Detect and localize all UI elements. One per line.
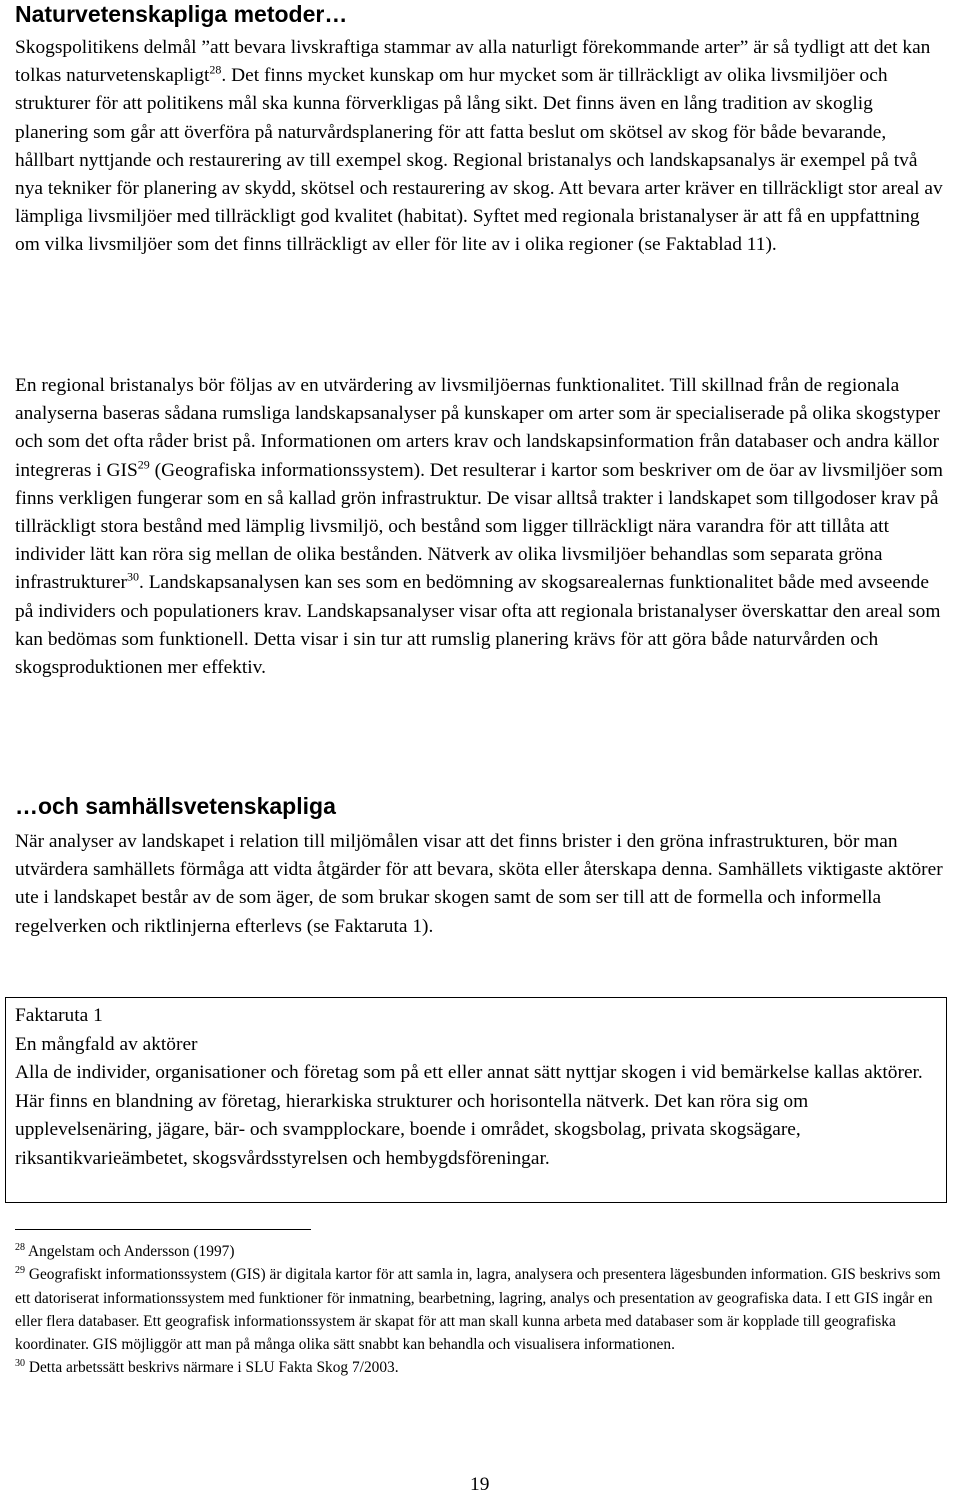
paragraph-text: . Landskapsanalysen kan ses som en bedömning av skogsarealernas funktionalitet både med avseende på individers och populationers krav. Landskapsanalyser visar ofta att regionala bristanalyser överskattar den areal som kan bedömas som funktionell. Detta visar i sin tur att rumslig planering krävs för att göra både naturvården och skogsproduktionen mer effektiv. — [15, 572, 941, 679]
footnote-ref-29[interactable]: 29 — [137, 457, 150, 472]
footnote-number: 29 — [15, 1265, 25, 1277]
footnote-29 — [15, 1263, 945, 1356]
footnote-text: Geografiskt informationssystem (GIS) är digitala kartor för att samla in, lagra, analysera och presentera lägesbunden information. GIS beskrivs som ett datoriserat informationssystem med funktioner för inmatning, bearbetning, lagring, analys och presentation av geografiska data. I ett GIS ingår en eller flera databaser. Ett geografisk informationssystem är skapat för att man skall kunna arbeta med databaser som är kopplade till geografiska koordinater. GIS möjliggör att man på många olika sätt snabbt kan behandla och visualisera informationen. — [15, 1266, 941, 1354]
page-number: 19 — [470, 1474, 490, 1495]
footnote-divider — [15, 1229, 311, 1230]
paragraph-text: Skogspolitikens delmål ”att bevara livskraftiga stammar av alla naturligt förekommande arter” är så tydligt att det kan tolkas naturvetenskapligt — [15, 37, 931, 87]
footnote-28 — [15, 1240, 945, 1263]
paragraph-2 — [15, 372, 945, 682]
paragraph-text: (Geografiska informationssystem). Det resulterar i kartor som beskriver om de öar av livsmiljöer som finns verkligen fungerar som en så kallad grön infrastruktur. De visar alltså trakter i landskapet som tillgodoser krav på tillräckligt stora bestånd med lämplig livsmiljö, och bestånd som ligger tillräckligt nära varandra för att tillåta att individer lätt kan röra sig mellan de olika bestånden. Nätverk av olika livsmiljöer behandlas som separata gröna infrastrukturer — [15, 459, 943, 594]
fact-box-label: Faktaruta 1 — [15, 1005, 103, 1026]
footnote-ref-28[interactable]: 28 — [209, 62, 222, 77]
paragraph-text: En regional bristanalys bör följas av en utvärdering av livsmiljöernas funktionalitet. Till skillnad från de regionala analyserna baseras sådana rumsliga landskapsanalyser på kunskaper om arter som är specialiserade på olika skogstyper och som det ofta råder brist på. Informationen om arters krav och landskapsinformation från databaser och andra källor integreras i GIS — [15, 375, 941, 481]
fact-box — [5, 997, 947, 1203]
footnote-text: Detta arbetssätt beskrivs närmare i SLU Fakta Skog 7/2003. — [25, 1359, 399, 1377]
fact-box-title: En mångfald av aktörer — [15, 1033, 198, 1055]
paragraph-3: När analyser av landskapet i relation till miljömålen visar att det finns brister i den gröna infrastrukturen, bör man utvärdera samhällets förmåga att vidta åtgärder för att bevara, sköta eller återskapa denna. Samhällets viktigaste aktörer ute i landskapet består av de som äger, de som brukar skogen samt de som ser till att de formella och informella regelverken och riktlinjerna efterlevs (se Faktaruta 1). — [15, 831, 943, 937]
footnote-ref-30[interactable]: 30 — [127, 569, 139, 584]
footnote-number: 30 — [15, 1358, 25, 1370]
footnote-number: 28 — [15, 1241, 25, 1253]
paragraph-1 — [15, 34, 945, 260]
paragraph-text: . Det finns mycket kunskap om hur mycket som är tillräckligt av olika livsmiljöer och strukturer för att politikens mål ska kunna förverkligas på lång sikt. Det finns även en lång tradition av skoglig planering som går att överföra på naturvårdsplanering för att fatta beslut om skötsel av skog för både bevarande, hållbart nyttjande och restaurering av till exempel skog. Regional bristanalys och landskapsanalys är exempel på två nya tekniker för planering av skydd, skötsel och restaurering av skog. Att bevara arter kräver en tillräckligt stor areal av lämpliga livsmiljöer med tillräckligt god kvalitet (habitat). Syftet med regionala bristanalyser är att få en uppfattning om vilka livsmiljöer som det finns tillräckligt av eller för lite av i olika regioner (se Faktablad 11). — [15, 65, 943, 256]
footnote-30 — [15, 1356, 945, 1379]
fact-box-body: Alla de individer, organisationer och företag som på ett eller annat sätt nyttjar skogen i vid bemärkelse kallas aktörer. Här finns en blandning av företag, hierarkiska strukturer och horisontella nätverk. Det kan röra sig om upplevelsenäring, jägare, bär- och svampplockare, boende i området, skogsbolag, privata skogsägare, riksantikvarieämbetet, skogsvårdsstyrelsen och hembygdsföreningar. — [15, 1062, 923, 1169]
footnote-text: Angelstam och Andersson (1997) — [25, 1243, 235, 1260]
section-heading-social-science: …och samhällsvetenskapliga — [15, 793, 336, 819]
section-heading-natural-science: Naturvetenskapliga metoder… — [15, 1, 348, 27]
footnotes — [15, 1240, 945, 1380]
